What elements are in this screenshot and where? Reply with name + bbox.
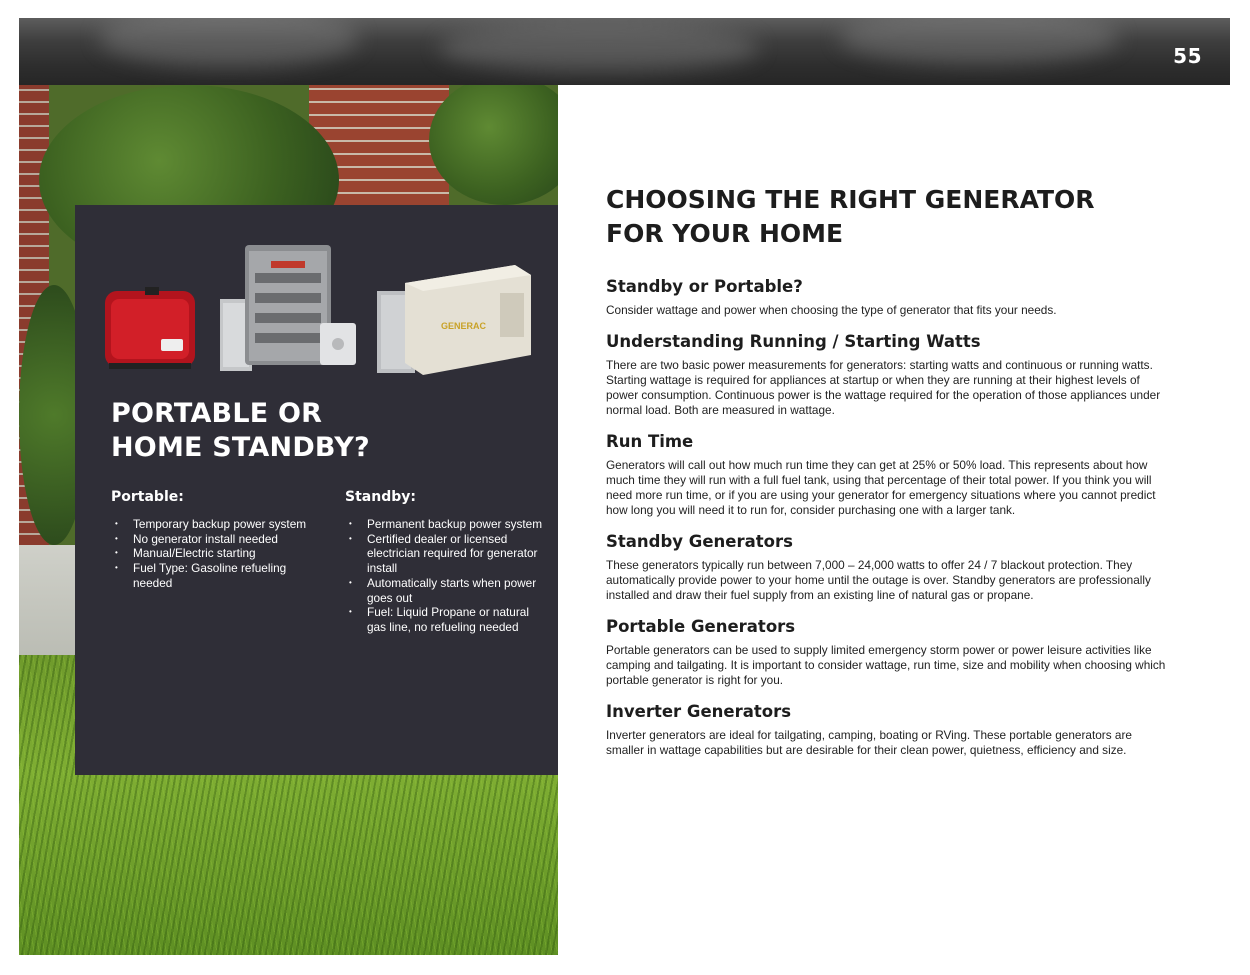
list-item: • Fuel Type: Gasoline refueling needed xyxy=(111,561,326,590)
generac-logo: GENERAC xyxy=(441,321,487,331)
list-item: • No generator install needed xyxy=(111,532,326,547)
section-body: There are two basic power measurements for generators: starting watts and continuous or running watts. Starting wattage is required for appliances at startup or when they are running at their highest levels of power consumption. Continuous power is the wattage required for the operation of those appliances under normal load. Both are measured in wattage. xyxy=(606,358,1161,417)
section-standby-or-portable xyxy=(606,277,1166,318)
list-item: • Manual/Electric starting xyxy=(111,546,326,561)
generac-generator-icon xyxy=(405,265,531,375)
section-portable-generators xyxy=(606,617,1166,688)
portable-generator-icon xyxy=(105,287,195,369)
panel-title: PORTABLE OR HOME STANDBY? xyxy=(111,398,370,463)
section-heading: Run Time xyxy=(606,432,694,451)
section-body: Consider wattage and power when choosing the type of generator that fits your needs. xyxy=(606,303,1057,317)
section-running-starting-watts xyxy=(606,332,1166,418)
section-inverter-generators xyxy=(606,702,1166,758)
list-item: • Certified dealer or licensed electrician required for generator install xyxy=(345,532,550,576)
standby-features xyxy=(345,489,550,635)
section-run-time xyxy=(606,432,1166,518)
section-body: Inverter generators are ideal for tailgating, camping, boating or RVing. These portable generators are smaller in wattage capabilities but are desirable for their clean power, quietness, efficiency and size. xyxy=(606,728,1132,757)
page-number: 55 xyxy=(1173,44,1202,68)
section-standby-generators xyxy=(606,532,1166,603)
standby-generator-icon xyxy=(245,245,331,365)
portable-heading: Portable: xyxy=(111,489,184,505)
section-heading: Standby or Portable? xyxy=(606,277,803,296)
header-banner xyxy=(19,18,1230,85)
section-heading: Inverter Generators xyxy=(606,702,792,721)
section-body: Generators will call out how much run time they can get at 25% or 50% load. This represents about how much time they will run with a full fuel tank, using that percentage of their total power. If you think you will need more run time, or if you are using your generator for emergency situations where you cannot predict how long you will need it to run for, consider purchasing one with a larger tank. xyxy=(606,458,1156,517)
article xyxy=(606,183,1166,772)
list-item: • Automatically starts when power goes out xyxy=(345,576,550,605)
utility-box-icon xyxy=(320,323,356,365)
standby-heading: Standby: xyxy=(345,489,416,505)
section-body: These generators typically run between 7,000 – 24,000 watts to offer 24 / 7 blackout protection. They automatically provide power to your home until the outage is over. Standby generators are professionally installed and draw their fuel supply from an existing line of natural gas or propane. xyxy=(606,558,1151,602)
list-item: • Permanent backup power system xyxy=(345,517,550,532)
section-body: Portable generators can be used to supply limited emergency storm power or power leisure activities like camping and tailgating. It is important to consider wattage, run time, size and mobility when choosing which portable generator is right for you. xyxy=(606,643,1166,687)
section-heading: Understanding Running / Starting Watts xyxy=(606,332,981,351)
list-item: • Fuel: Liquid Propane or natural gas line, no refueling needed xyxy=(345,605,550,634)
article-title: CHOOSING THE RIGHT GENERATOR FOR YOUR HOME xyxy=(606,185,1095,248)
portable-features xyxy=(111,489,326,591)
section-heading: Portable Generators xyxy=(606,617,796,636)
generator-products-image xyxy=(105,243,535,393)
section-heading: Standby Generators xyxy=(606,532,793,551)
comparison-panel xyxy=(75,205,558,775)
list-item: • Temporary backup power system xyxy=(111,517,326,532)
